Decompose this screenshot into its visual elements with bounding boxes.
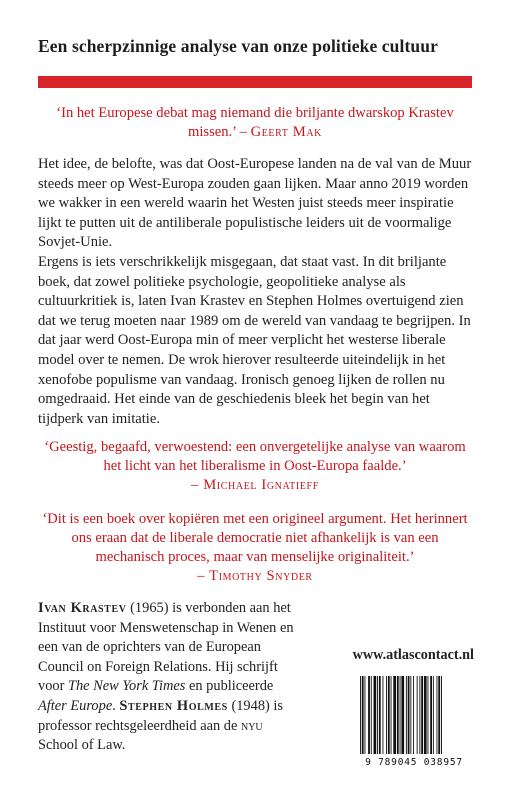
- quote-timothy-snyder: [38, 510, 472, 586]
- barcode-bar: [424, 676, 427, 754]
- barcode-bar: [419, 676, 420, 754]
- bio-text-3: .: [112, 697, 120, 714]
- barcode-bar: [410, 676, 411, 754]
- bio-text-1: (1965) is verbonden aan het Instituut voor Menswetenschap in Wenen en een van de oprichters van de European Council on Foreign Relations. Hij schrijft voor: [38, 600, 294, 695]
- quote-text: ‘Geestig, begaafd, verwoestend: een onvergetelijke analyse van waarom het licht van het liberalisme in Oost-Europa faalde.’: [44, 439, 466, 474]
- barcode-bar: [428, 676, 429, 754]
- quote-author: Geert Mak: [250, 124, 322, 140]
- nyu-abbreviation: nyu: [240, 717, 263, 734]
- author-name-holmes: Stephen Holmes: [119, 697, 228, 714]
- blurb-body: [38, 155, 478, 429]
- barcode-bar: [383, 676, 384, 754]
- barcode-bar: [437, 676, 438, 754]
- bio-text-4: (1948) is professor rechtsgeleerdheid aan de: [38, 697, 284, 734]
- barcode-bar: [386, 676, 387, 754]
- barcode-bar: [365, 676, 366, 754]
- barcode-bar: [374, 676, 377, 754]
- barcode-bars: [354, 672, 474, 756]
- isbn-barcode: [354, 672, 474, 768]
- author-bio: [38, 599, 300, 756]
- barcode-bar: [408, 676, 410, 754]
- red-divider-bar: [38, 76, 472, 88]
- publication-nyt: The New York Times: [67, 678, 186, 695]
- barcode-bar: [377, 676, 378, 754]
- quote-text: ‘In het Europese debat mag niemand die briljante dwarskop Krastev missen.’ –: [56, 105, 454, 140]
- barcode-bar: [400, 676, 401, 754]
- quote-text: ‘Dit is een boek over kopiëren met een origineel argument. Het herinnert ons eraan dat de liberale democratie niet afhankelijk is van een mechanisch proces, maar van menselijke originaliteit.’: [42, 511, 468, 565]
- barcode-bar: [391, 676, 392, 754]
- barcode-bar: [371, 676, 372, 754]
- barcode-bar: [362, 676, 364, 754]
- barcode-bar: [368, 676, 370, 754]
- bio-text-5: School of Law.: [38, 737, 126, 754]
- cover-heading: Een scherpzinnige analyse van onze politieke cultuur: [38, 36, 438, 56]
- quote-michael-ignatieff: [38, 438, 472, 495]
- barcode-bar: [441, 676, 442, 754]
- barcode-bar: [438, 676, 440, 754]
- quote-author: – Michael Ignatieff: [191, 477, 319, 493]
- barcode-bar: [379, 676, 381, 754]
- barcode-bar: [360, 676, 361, 754]
- publication-after-europe: After Europe: [38, 697, 113, 714]
- publisher-website[interactable]: www.atlascontact.nl: [352, 647, 474, 663]
- barcode-bar: [397, 676, 399, 754]
- quote-geert-mak: [38, 104, 472, 142]
- author-name-krastev: Ivan Krastev: [38, 600, 127, 616]
- barcode-bar: [401, 676, 404, 754]
- barcode-bar: [421, 676, 423, 754]
- barcode-bar: [413, 676, 414, 754]
- barcode-bar: [388, 676, 390, 754]
- quote-author: – Timothy Snyder: [197, 568, 313, 584]
- blurb-paragraph-1: Het idee, de belofte, was dat Oost-Europese landen na de val van de Muur steeds meer op West-Europa zouden gaan lijken. Maar anno 2019 worden we wakker in een wereld waarin het Westen juist steeds meer inspiratie lijkt te putten uit de antiliberale populistische leiders uit de voormalige Sovjet-Unie.: [38, 156, 472, 251]
- barcode-bar: [393, 676, 396, 754]
- bio-text-2: en publiceerde: [185, 678, 274, 695]
- barcode-bar: [433, 676, 434, 754]
- barcode-bar: [417, 676, 418, 754]
- blurb-paragraph-2: Ergens is iets verschrikkelijk misgegaan, dat staat vast. In dit briljante boek, dat zowel politieke psychologie, geopolitieke analyse als cultuurkritiek is, laten Ivan Krastev en Stephen Holmes overtuigend zien dat we terug moeten naar 1989 om de wereld van vandaag te begrijpen. In dat jaar werd Oost-Europa min of meer verplicht het westerse liberale model over te nemen. De wrok hierover resulteerde uiteindelijk in het xenofobe populisme van vandaag. Ironisch genoeg lijken de rollen nu omgedraaid. Het einde van de geschiedenis bleek het begin van het tijdperk van imitatie.: [38, 253, 471, 427]
- isbn-number: 9 789045 038957: [365, 757, 463, 768]
- barcode-bar: [406, 676, 407, 754]
- barcode-bar: [430, 676, 432, 754]
